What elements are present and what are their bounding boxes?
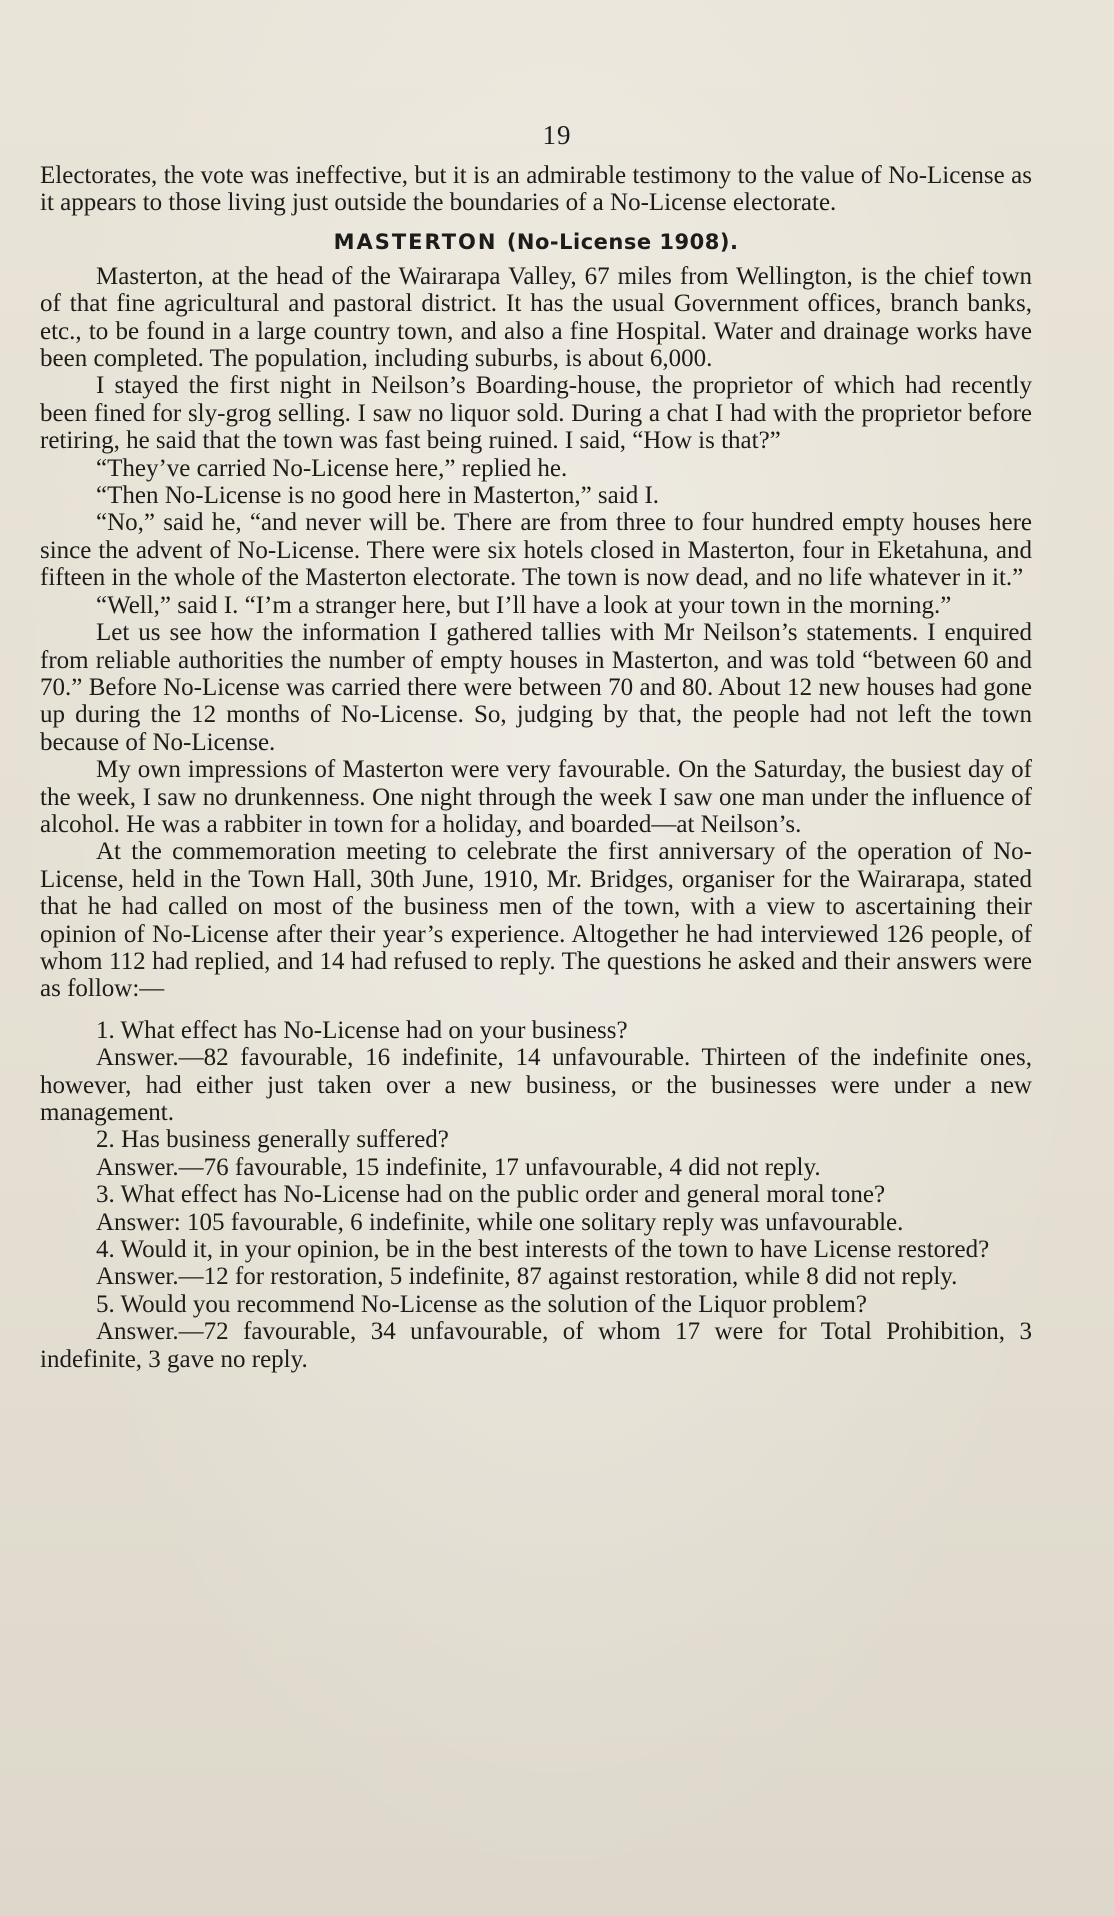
paragraph: “Well,” said I. “I’m a stranger here, but I’ll have a look at your town in the morning.”: [96, 591, 952, 619]
paragraph: Masterton, at the head of the Wairarapa Valley, 67 miles from Wellington, is the chief town of that fine agricultural and pastoral district. It has the usual Government offices, branch banks, etc., to be found in a large country town, and also a fine Hospital. Water and drainage works have been completed. The population, including suburbs, is about 6,000.: [40, 262, 1032, 373]
paragraph: At the commemoration meeting to celebrate the first anniversary of the operation of No-License, held in the Town Hall, 30th June, 1910, Mr. Bridges, organiser for the Wairarapa, stated that he had called on most of the business men of the town, with a view to ascertaining their opinion of No-License after their year’s experience. Altogether he had interviewed 126 people, of whom 112 had replied, and 14 had refused to reply. The questions he asked and their answers were as follow:—: [40, 838, 1032, 1003]
heading-subtitle: (No-License 1908).: [506, 229, 739, 254]
answer: Answer.—76 favourable, 15 indefinite, 17 unfavourable, 4 did not reply.: [96, 1153, 821, 1181]
question: 4. Would it, in your opinion, be in the best interests of the town to have License restored?: [96, 1236, 990, 1264]
body-text: [40, 162, 1032, 1373]
spacer: [40, 1003, 1032, 1017]
answer: Answer.—12 for restoration, 5 indefinite, 87 against restoration, while 8 did not reply.: [96, 1263, 958, 1291]
paragraph: My own impressions of Masterton were very favourable. On the Saturday, the busiest day of the week, I saw no drunkenness. One night through the week I saw one man under the influence of alcohol. He was a rabbiter in town for a holiday, and boarded—at Neilson’s.: [40, 756, 1032, 838]
question: 5. Would you recommend No-License as the solution of the Liquor problem?: [96, 1290, 867, 1318]
continued-paragraph: Electorates, the vote was ineffective, but it is an admirable testimony to the value of No-License as it appears to those living just outside the boundaries of a No-License electorate.: [40, 162, 1032, 217]
section-heading: [40, 227, 1032, 257]
paragraph: “No,” said he, “and never will be. There are from three to four hundred empty houses here since the advent of No-License. There were six hotels closed in Masterton, four in Eketahuna, and fifteen in the whole of the Masterton electorate. The town is now dead, and no life whatever in it.”: [40, 509, 1032, 592]
page-number: 19: [542, 120, 572, 150]
question: 1. What effect has No-License had on your business?: [96, 1016, 628, 1044]
answer: Answer: 105 favourable, 6 indefinite, while one solitary reply was unfavourable.: [96, 1208, 904, 1236]
paragraph: I stayed the first night in Neilson’s Boarding-house, the proprietor of which had recently been fined for sly-grog selling. I saw no liquor sold. During a chat I had with the proprietor before retiring, he said that the town was fast being ruined. I said, “How is that?”: [40, 372, 1032, 455]
answer: Answer.—82 favourable, 16 indefinite, 14 unfavourable. Thirteen of the indefinite ones, however, had either just taken over a new business, or the businesses were under a new management.: [40, 1044, 1032, 1126]
heading-title: MASTERTON: [333, 229, 498, 254]
paragraph: Let us see how the information I gathered tallies with Mr Neilson’s statements. I enquired from reliable authorities the number of empty houses in Masterton, and was told “between 60 and 70.” Before No-License was carried there were between 70 and 80. About 12 new houses had gone up during the 12 months of No-License. So, judging by that, the people had not left the town because of No-License.: [40, 619, 1032, 756]
answer: Answer.—72 favourable, 34 unfavourable, of whom 17 were for Total Prohibition, 3 indefinite, 3 gave no reply.: [40, 1318, 1032, 1373]
paragraph: “Then No-License is no good here in Masterton,” said I.: [96, 482, 660, 510]
paragraph: “They’ve carried No-License here,” replied he.: [96, 454, 568, 482]
question: 3. What effect has No-License had on the public order and general moral tone?: [96, 1181, 886, 1209]
question: 2. Has business generally suffered?: [96, 1126, 449, 1154]
